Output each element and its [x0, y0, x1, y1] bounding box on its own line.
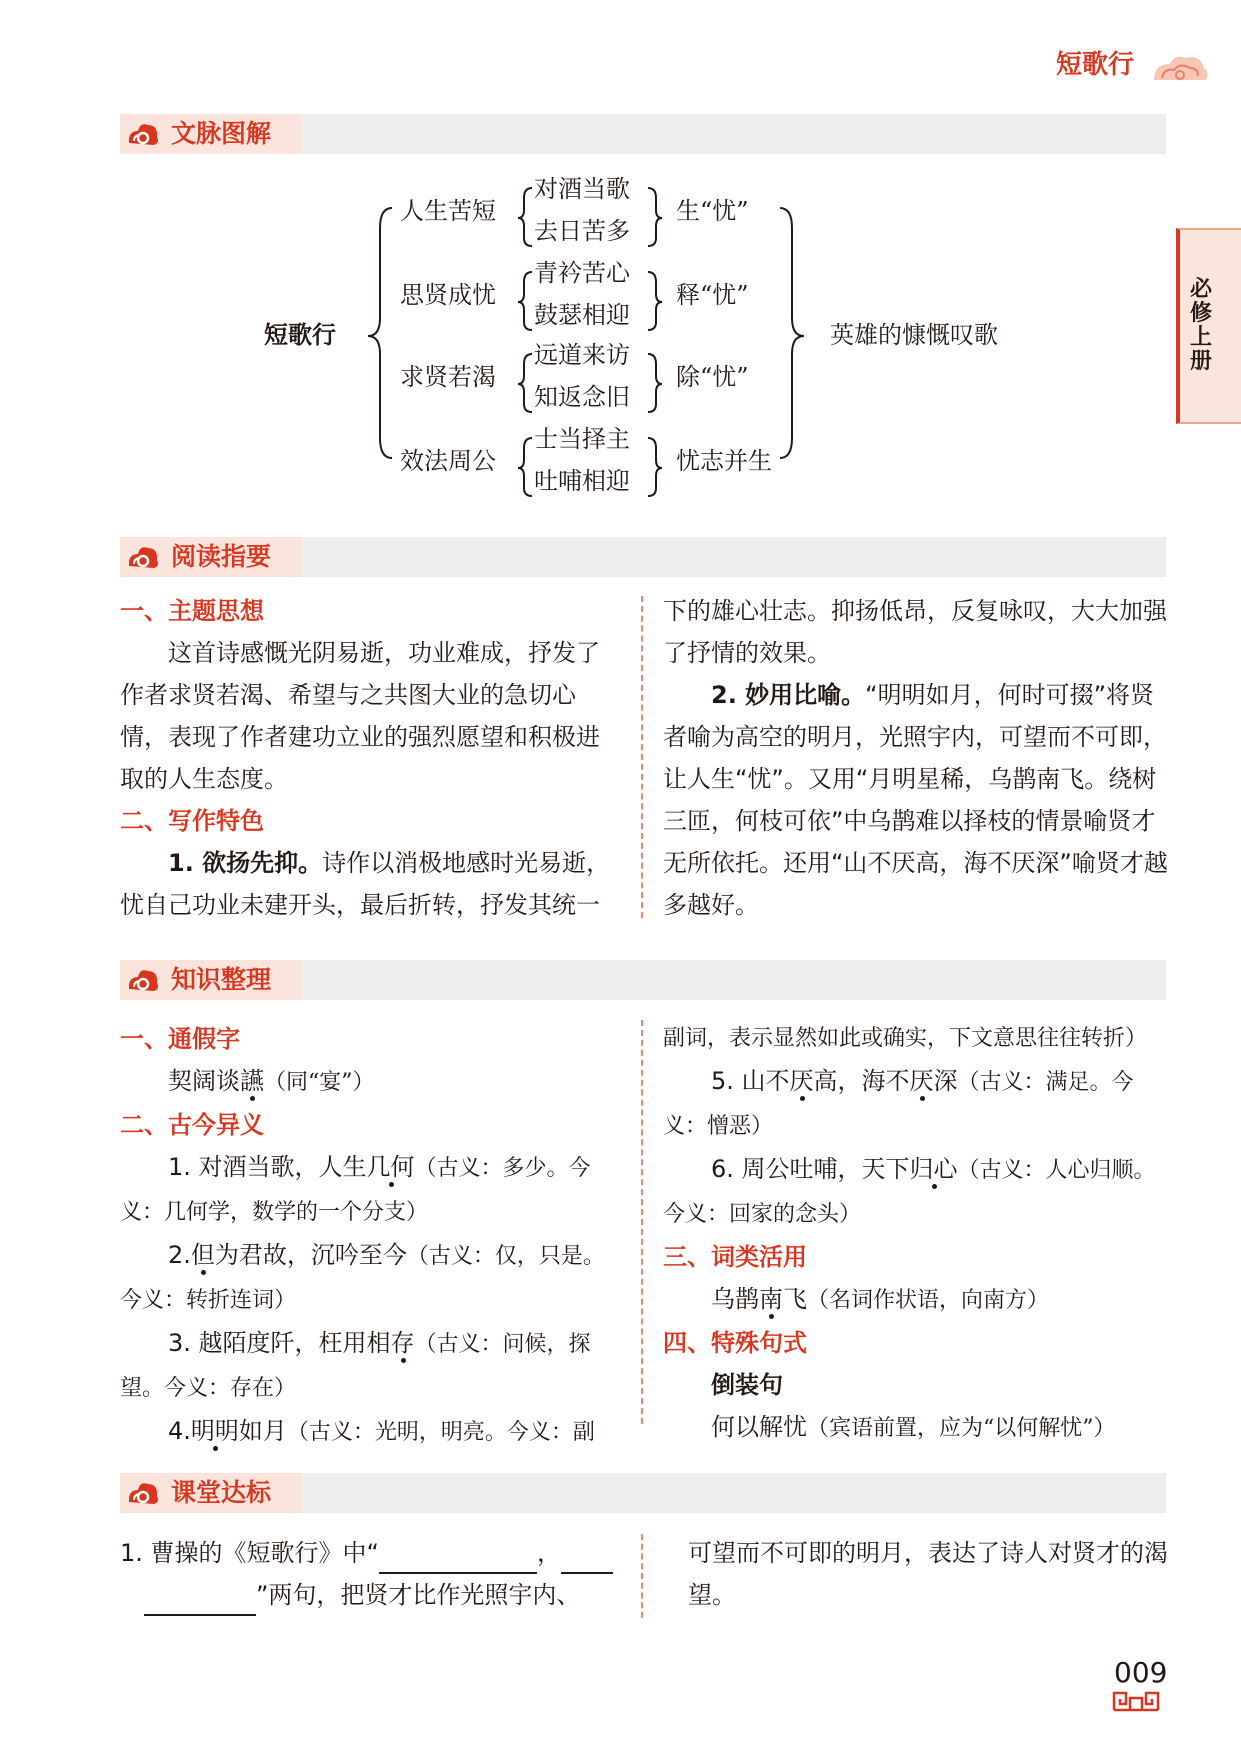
diagram-leaf: 去日苦多	[534, 217, 630, 245]
knowledge-item: 乌鹊南飞（名词作状语，向南方）	[711, 1285, 1050, 1313]
diagram-conclusion: 英雄的慷慨叹歌	[830, 321, 998, 349]
diagram-leaf: 知返念旧	[534, 383, 630, 411]
diagram-topic: 思贤成忧	[400, 281, 496, 309]
diagram-leaf: 对酒当歌	[534, 175, 630, 203]
section-title-diagram: 文脉图解	[171, 119, 272, 148]
column-divider	[641, 1534, 643, 1618]
page-ornament-icon	[1112, 1690, 1160, 1712]
knowledge-heading-jushi: 四、特殊句式	[663, 1329, 807, 1357]
diagram-topic: 人生苦短	[400, 197, 496, 225]
knowledge-item: 4.明明如月（古义：光明，明亮。今义：副	[168, 1417, 595, 1445]
diagram-topic: 效法周公	[400, 447, 496, 475]
diagram-result: 忧志并生	[676, 447, 772, 475]
reading-heading-theme: 一、主题思想	[120, 597, 264, 625]
diagram-leaf: 远道来访	[534, 341, 630, 369]
exercise-left-column	[120, 1532, 630, 1616]
column-divider	[641, 596, 643, 918]
knowledge-heading-cilei: 三、词类活用	[663, 1243, 807, 1271]
section-title-exercise: 课堂达标	[171, 1478, 272, 1507]
section-cloud-icon	[126, 1476, 160, 1510]
knowledge-item: 6. 周公吐哺，天下归心（古义：人心归顺。今义：回家的念头）	[663, 1155, 1156, 1227]
exercise-question-1: 1. 曹操的《短歌行》中“ ，	[120, 1532, 630, 1574]
knowledge-item: 2.但为君故，沉吟至今（古义：仅，只是。今义：转折连词）	[120, 1241, 605, 1313]
diagram-topic: 求贤若渴	[400, 363, 496, 391]
diagram-leaf: 吐哺相迎	[534, 467, 630, 495]
diagram-result: 生“忧”	[676, 197, 749, 225]
knowledge-item: 何以解忧（宾语前置，应为“以何解忧”）	[711, 1413, 1116, 1441]
section-title-knowledge: 知识整理	[171, 965, 272, 994]
answer-blank[interactable]	[561, 1546, 613, 1574]
feature-text: “明明如月，何时可掇”将贤者喻为高空的明月，光照宇内，可望而不可即，让人生“忧”。又用“月明星稀，乌鹊南飞。绕树三匝，何枝可依”中乌鹊难以择枝的情景喻贤才无所依托。还用“山不厌高，海不厌深”喻贤才越多越好。	[663, 681, 1168, 919]
section-title-reading: 阅读指要	[171, 542, 272, 571]
answer-blank[interactable]	[379, 1546, 537, 1574]
side-tab-label: 必修上册	[1190, 277, 1213, 374]
knowledge-item: 5. 山不厌高，海不厌深（古义：满足。今义：憎恶）	[663, 1067, 1134, 1139]
column-divider	[641, 1020, 643, 1424]
knowledge-subheading: 倒装句	[711, 1371, 783, 1399]
diagram-leaf: 鼓瑟相迎	[534, 301, 630, 329]
answer-blank[interactable]	[144, 1588, 256, 1616]
reading-heading-features: 二、写作特色	[120, 807, 264, 835]
knowledge-item: 3. 越陌度阡，枉用相存（古义：问候，探望。今义：存在）	[120, 1329, 591, 1401]
reading-theme-text: 这首诗感慨光阴易逝，功业难成，抒发了作者求贤若渴、希望与之共图大业的急切心情，表现了作者建功立业的强烈愿望和积极进取的人生态度。	[120, 639, 600, 793]
cloud-ornament-icon	[1150, 50, 1210, 90]
reading-feature-1	[120, 842, 620, 926]
knowledge-item-4-cont: 副词，表示显然如此或确实，下文意思往往转折）	[663, 1026, 1148, 1051]
section-cloud-icon	[126, 963, 160, 997]
feature-text: 诗作以消极地感时光易逝，忧自己功业未建开头，最后折转，抒发其统一	[120, 849, 611, 919]
diagram-root: 短歌行	[264, 320, 336, 349]
diagram-leaf: 士当择主	[534, 425, 630, 453]
diagram-result: 释“忧”	[676, 281, 749, 309]
section-cloud-icon	[126, 540, 160, 574]
exercise-right-column	[688, 1532, 1168, 1616]
reading-feature-1-cont: 下的雄心壮志。抑扬低昂，反复咏叹，大大加强了抒情的效果。	[663, 597, 1167, 667]
feature-label: 1. 欲扬先抑。	[168, 849, 323, 877]
knowledge-item: 契阔谈讌（同“宴”）	[168, 1067, 375, 1095]
reading-left-column	[120, 590, 620, 926]
diagram-leaf: 青衿苦心	[534, 259, 630, 287]
feature-label: 2. 妙用比喻。	[711, 681, 866, 709]
running-header-title: 短歌行	[1056, 50, 1135, 80]
knowledge-right-column	[663, 1018, 1168, 1450]
reading-right-column	[663, 590, 1168, 926]
knowledge-left-column	[120, 1018, 625, 1452]
section-cloud-icon	[126, 117, 160, 151]
exercise-question-1-cont: 可望而不可即的明月，表达了诗人对贤才的渴望。	[688, 1539, 1168, 1609]
page-number: 009	[1114, 1656, 1168, 1689]
exercise-question-1-line2: ”两句，把贤才比作光照宇内、	[120, 1574, 630, 1616]
reading-feature-2	[663, 674, 1168, 926]
diagram-result: 除“忧”	[676, 363, 749, 391]
knowledge-heading-tongjia: 一、通假字	[120, 1025, 240, 1053]
knowledge-heading-gujin: 二、古今异义	[120, 1111, 264, 1139]
knowledge-item: 1. 对酒当歌，人生几何（古义：多少。今义：几何学，数学的一个分支）	[120, 1153, 591, 1225]
